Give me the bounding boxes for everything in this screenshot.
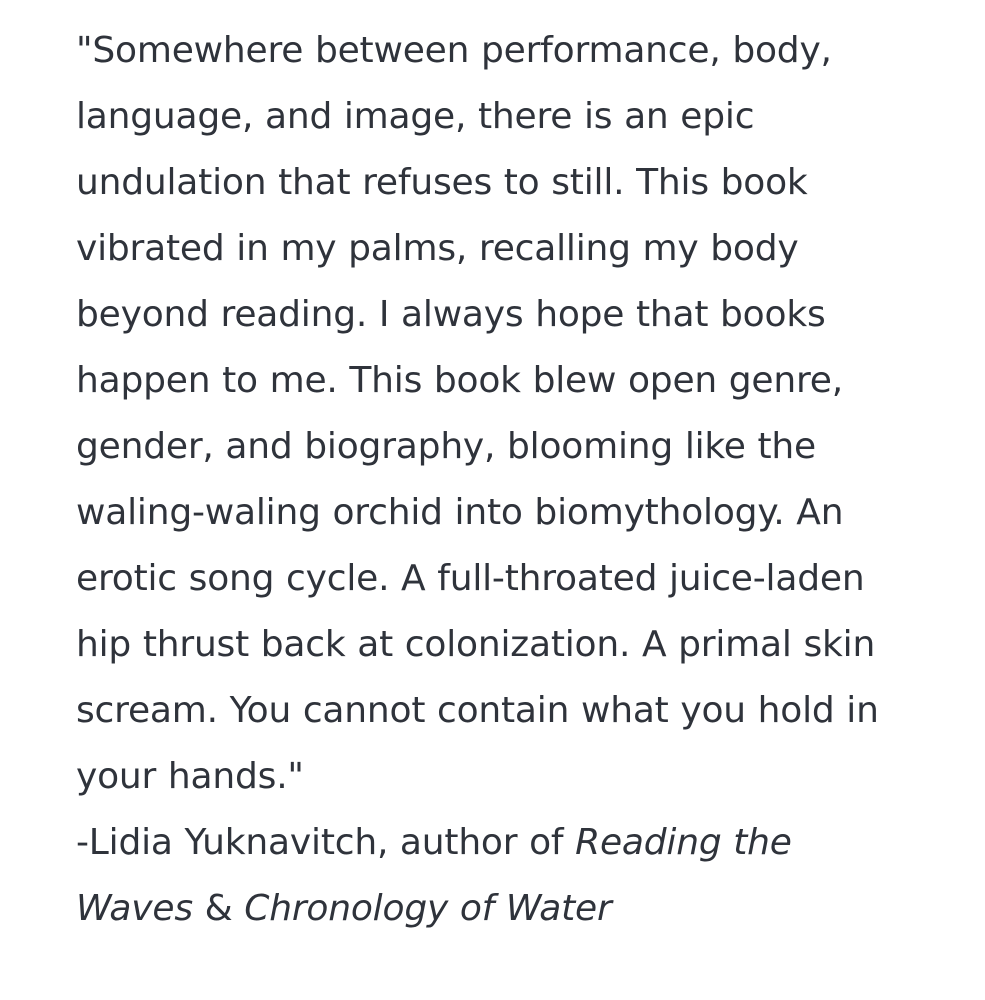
blurb-text-block	[76, 18, 915, 942]
attribution-conjunction: &	[192, 888, 245, 929]
quote-paragraph: "Somewhere between performance, body, language, and image, there is an epic undulation that refuses to still. This book vibrated in my palms, recalling my body beyond reading. I always hope that books happen to me. This book blew open genre, gender, and biography, blooming like the waling-waling orchid into biomythology. An erotic song cycle. A full-throated juice-laden hip thrust back at colonization. A primal skin scream. You cannot contain what you hold in your hands."	[76, 30, 879, 797]
attribution-title-one: Reading the Waves	[76, 822, 792, 929]
attribution-title-two: Chronology of Water	[244, 888, 612, 929]
attribution-line	[76, 810, 915, 942]
attribution-prefix: -Lidia Yuknavitch, author of	[76, 822, 576, 863]
